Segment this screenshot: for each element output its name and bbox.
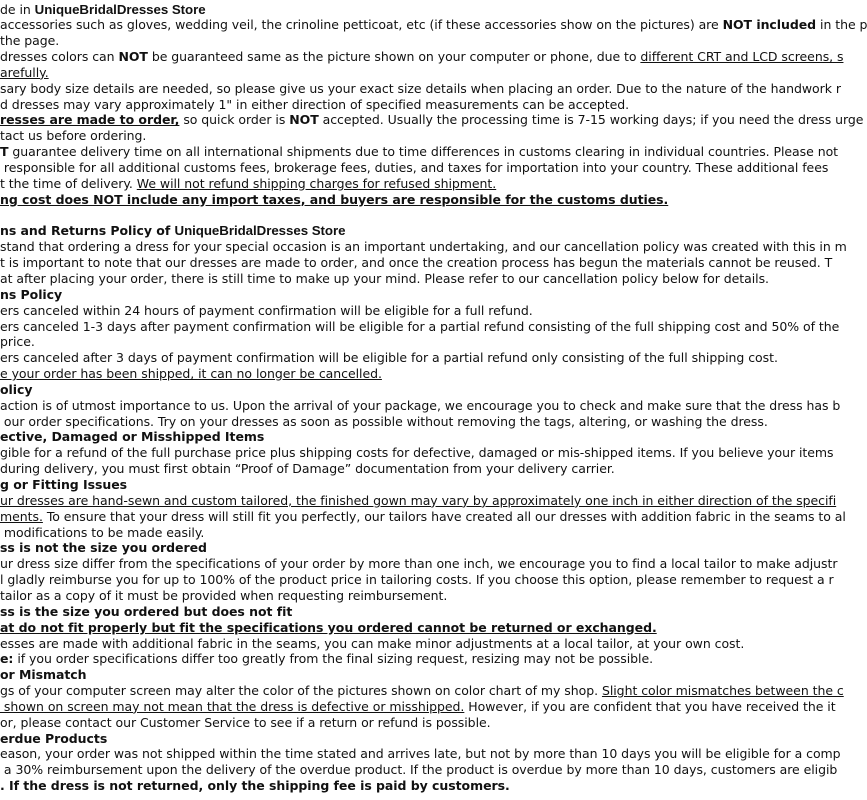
emphasis-text: NOT [118,49,148,65]
emphasis-text: g or Fitting Issues [0,477,128,492]
text-line [0,208,800,224]
emphasis-text: UniqueBridalDresses Store [174,223,346,239]
text-line [0,160,829,176]
text-line [0,651,800,667]
line-text: stand that ordering a dress for your special occasion is an important undertaking, and our cancellation policy was created with this in m [0,239,847,255]
text-line [0,303,800,319]
line-text: accessories such as gloves, wedding veil, the crinoline petticoat, etc (if these accessories show on the pictures) are [0,17,723,33]
text-line [0,287,800,303]
emphasis-text: NOT included [722,17,817,33]
line-text: gs of your computer screen may alter the color of the pictures shown on color chart of my shop. [0,683,602,699]
text-line [0,477,800,493]
text-line [0,2,800,18]
emphasis-text: ss is not the size you ordered [0,540,207,556]
text-line [0,540,800,556]
line-text: tailor as a copy of it must be provided when requesting reimbursement. [0,587,448,603]
emphasis-text: . If the dress is not returned, only the shipping fee is paid by customers. [0,778,510,794]
text-line [0,17,867,33]
line-text: in the p [816,17,867,33]
underlined-text: ments. [0,508,43,524]
text-line [0,112,864,128]
text-line [0,762,838,778]
text-line [0,620,800,636]
text-line [0,65,800,81]
text-line [0,572,834,588]
line-text: t is important to note that our dresses are made to order, and once the creation process has begun the materials cannot be reused. T [0,255,833,271]
text-line [0,271,800,287]
text-line [0,556,838,572]
line-text: t the time of delivery. [0,175,137,191]
line-text: To ensure that your dress will still fit you perfectly, our tailors have created all our dresses with addition fabric in the seams to al [42,508,846,524]
emphasis-text: erdue Products [0,730,108,746]
emphasis-text: T [0,144,9,160]
line-text: the page. [0,33,60,49]
text-line [0,223,800,239]
text-line [0,192,800,208]
emphasis-text: ns and Returns Policy of [0,223,175,239]
line-text: ur dress size differ from the specifications of your order by more than one inch, we encourage you to find a local tailor to make adjustr [0,556,838,572]
text-line [0,604,800,620]
text-line [0,318,840,335]
text-line [0,636,800,652]
underlined-text: ur dresses are hand-sewn and custom tailored, the finished gown may vary by approximately one inch in either direction of the specifi [0,492,837,508]
text-line [0,683,844,699]
underlined-text: shown on screen may not mean that the dress is defective or misshipped. [0,698,465,714]
emphasis-text: ss is the size you ordered but does not fit [0,603,293,619]
line-text: action is of utmost importance to us. Upon the arrival of your package, we encourage you to check and make sure that the dress has b [0,397,841,413]
text-line [0,382,800,398]
underlined-text: ng cost does NOT include any import taxes, and buyers are responsible for the customs duties. [0,191,669,207]
text-line [0,144,839,160]
emphasis-text: NOT [289,112,319,128]
text-line [0,239,847,255]
underlined-text: We will not refund shipping charges for refused shipment. [136,175,497,191]
underlined-text: at do not fit properly but fit the specifications you ordered cannot be returned or exchanged. [0,619,657,635]
line-text: d dresses may vary approximately 1" in either direction of specified measurements can be accepted. [0,96,630,112]
text-line [0,588,800,604]
emphasis-text: ns Policy [0,286,63,302]
line-text: gible for a refund of the full purchase price plus shipping costs for defective, damaged or mis-shipped items. If you believe your items [0,445,834,461]
line-text: l gladly reimburse you for up to 100% of the product price in tailoring costs. If you choose this option, please remember to request a r [0,572,834,588]
line-text: de in [0,1,35,17]
line-text: or, please contact our Customer Service to see if a return or refund is possible. [0,714,491,730]
line-text: be guaranteed same as the picture shown on your computer or phone, due to [147,49,641,65]
line-text: our order specifications. Try on your dresses as soon as possible without removing the tags, altering, or washing the dress. [0,413,768,429]
text-line [0,350,800,366]
emphasis-text: e: [0,651,14,667]
text-line [0,492,837,509]
line-text: sary body size details are needed, so please give us your exact size details when placing an order. Due to the nature of the handwork r [0,80,841,96]
text-line [0,397,841,414]
emphasis-text: UniqueBridalDresses Store [34,1,206,17]
text-line [0,525,800,541]
line-text: responsible for all additional customs fees, brokerage fees, duties, and taxes for importation into your country. These additional fees [0,160,829,175]
text-line [0,334,800,350]
emphasis-text: olicy [0,381,33,397]
text-line [0,366,800,382]
text-line [0,49,844,65]
line-text: price. [0,334,35,350]
line-text: if you order specifications differ too greatly from the final sizing request, resizing may not be possible. [13,651,654,667]
emphasis-text: or Mismatch [0,667,87,683]
text-line [0,508,846,525]
emphasis-text: ective, Damaged or Misshipped Items [0,429,265,445]
text-line [0,698,836,715]
line-text: However, if you are confident that you have received the it [464,698,836,714]
line-text: at after placing your order, there is still time to make up your mind. Please refer to our cancellation policy below for details. [0,270,769,286]
text-line [0,429,800,445]
underlined-text: resses are made to order, [0,112,180,128]
line-text: tact us before ordering. [0,128,147,144]
text-line [0,667,800,683]
line-text: dresses colors can [0,49,119,65]
line-text: esses are made with additional fabric in the seams, you can make minor adjustments at a local tailor, at your own cost. [0,635,745,651]
line-text: ers canceled within 24 hours of payment confirmation will be eligible for a full refund. [0,302,533,318]
text-line [0,255,833,271]
line-text: eason, your order was not shipped within the time stated and arrives late, but not by more than 10 days you will be eligible for a comp [0,746,841,762]
text-line [0,461,800,477]
underlined-text: different CRT and LCD screens, s [640,49,844,65]
text-line [0,715,800,731]
underlined-text: e your order has been shipped, it can no longer be cancelled. [0,366,382,382]
text-line [0,414,800,430]
text-line [0,778,800,794]
line-text: ers canceled after 3 days of payment confirmation will be eligible for a partial refund only consisting of the full shipping cost. [0,350,778,366]
line-text: guarantee delivery time on all international shipments due to time differences in customs clearing in individual countries. Please not [8,144,839,160]
line-text: accepted. Usually the processing time is 7-15 working days; if you need the dress urge [318,112,864,128]
underlined-text: arefully. [0,64,49,80]
text-line [0,746,841,762]
underlined-text: Slight color mismatches between the c [601,683,844,699]
text-line [0,97,800,113]
text-line [0,731,800,747]
text-line [0,80,841,97]
line-text: during delivery, you must first obtain “Proof of Damage” documentation from your delivery carrier. [0,461,615,477]
line-text: so quick order is [179,112,290,128]
line-text: a 30% reimbursement upon the delivery of the overdue product. If the product is overdue by more than 10 days, customers are eligib [0,762,838,778]
text-line [0,33,800,49]
line-text: ers canceled 1-3 days after payment confirmation will be eligible for a partial refund consisting of the full shipping cost and 50% of the [0,318,840,334]
text-line [0,176,800,192]
text-line [0,445,834,461]
line-text: modifications to be made easily. [0,524,205,540]
text-line [0,128,800,144]
